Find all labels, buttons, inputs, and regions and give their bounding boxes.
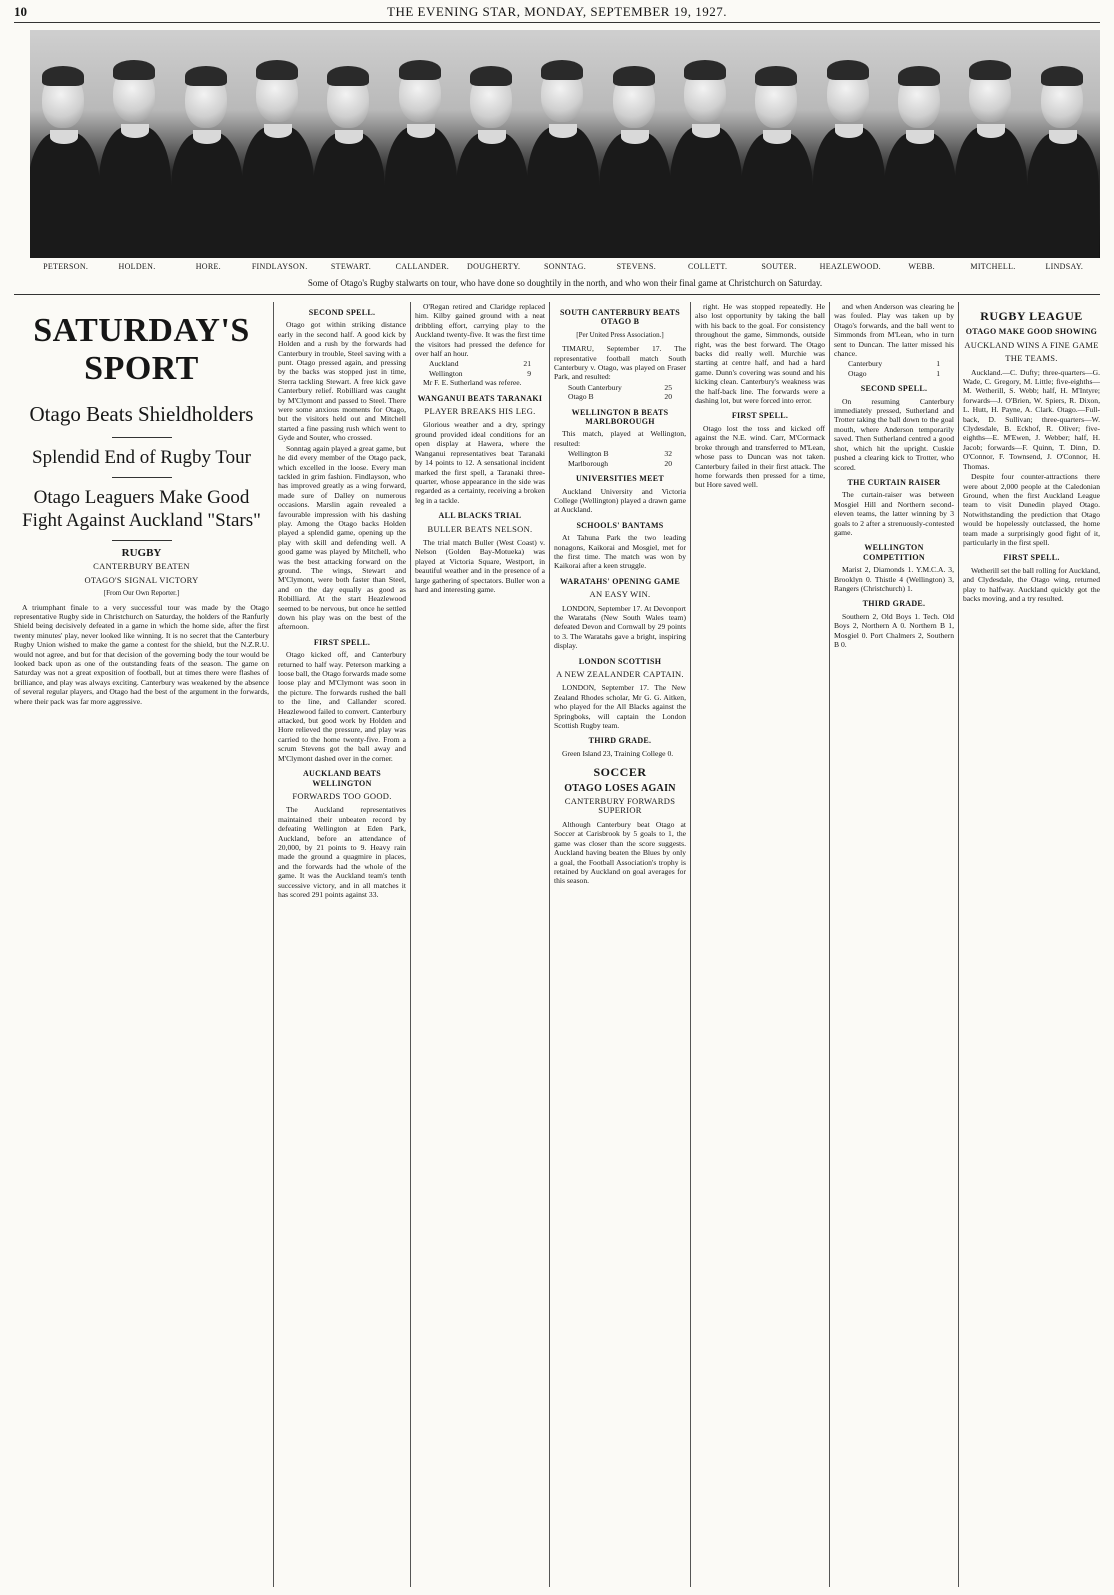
score-line — [834, 369, 954, 378]
col4-body3: The trial match Buller (West Coast) v. Nelson (Golden Bay-Motueka) was played at Victoria Square, Westport, in beautiful weather and in the presence of a large gathering of spectators. Buller won a hard and interesting game. — [415, 537, 545, 594]
column-rule — [273, 302, 274, 1587]
player-name: LINDSAY. — [1045, 262, 1084, 271]
photo-names — [30, 262, 1100, 274]
section-rule — [14, 294, 1100, 295]
column-8 — [963, 302, 1100, 1587]
column-6 — [695, 302, 825, 1587]
south-canterbury-heading: SOUTH CANTERBURY BEATS OTAGO B — [559, 308, 681, 327]
auckland-wins: AUCKLAND WINS A FINE GAME — [964, 339, 1099, 350]
col5-body6: LONDON, September 17. The New Zealand Rhodes scholar, Mr G. G. Aitken, who played for the All Blacks against the Springboks, will captain the London Scottish Rugby team. — [554, 683, 686, 731]
player-name: SOUTER. — [761, 262, 797, 271]
col5-body1: TIMARU, September 17. The representative football match South Canterbury v. Otago, was played on Fraser Park, and resulted: — [554, 344, 686, 382]
col3-body: Otago got within striking distance early in the second half. A good kick by Holden and a rush by the forwards had Canterbury in trouble, Steel saving with a punt. Otago pressed again, and pressing by the backs was stopped just in time, Sterra tackling Stewart. A free kick gave Canterbury relief. Robilliard was caught by M'Clymont and passed to Steel. There were some anxious moments for Otago, but the visitors held out and Mitchell started a fine passing rush which went to Gyde and Souter, who crossed. — [278, 320, 406, 443]
player-figure — [385, 30, 457, 258]
main-headline: SATURDAY'S SPORT — [33, 312, 250, 387]
wellington-competition-heading: WELLINGTON COMPETITION — [863, 543, 925, 562]
score-line — [554, 459, 686, 468]
score-line — [554, 383, 686, 392]
player-name: STEWART. — [330, 262, 372, 271]
player-figure — [670, 30, 742, 258]
first-spell-heading: FIRST SPELL. — [313, 637, 371, 647]
masthead-title: THE EVENING STAR, MONDAY, SEPTEMBER 19, 1927. — [387, 4, 727, 19]
signal-victory: OTAGO'S SIGNAL VICTORY — [84, 574, 199, 585]
score-team: Auckland — [429, 359, 459, 369]
third-grade-heading: THIRD GRADE. — [588, 736, 652, 746]
score-team: Wellington — [429, 368, 463, 378]
forwards-too-good: FORWARDS TOO GOOD. — [292, 790, 392, 801]
soccer-heading: SOCCER — [593, 765, 647, 780]
score-team: South Canterbury — [568, 382, 622, 392]
player-figure — [741, 36, 813, 258]
col5-body3: Auckland University and Victoria College (Wellington) played a drawn game at Auckland. — [554, 486, 686, 515]
player-name: FINDLAYSON. — [251, 262, 308, 271]
schools-bantams-heading: SCHOOLS' BANTAMS — [576, 520, 664, 530]
column-rule — [829, 302, 830, 1587]
byline: [From Our Own Reporter.] — [103, 589, 180, 598]
score-line — [415, 369, 545, 378]
otago-loses-again: OTAGO LOSES AGAIN — [564, 782, 676, 794]
score-line — [554, 392, 686, 401]
column-rule — [690, 302, 691, 1587]
player-name: MITCHELL. — [970, 262, 1016, 271]
col6-body2: Otago lost the toss and kicked off against the N.E. wind. Carr, M'Cormack broke through and transferred to M'Lean, whose pass to Duncan was not taken. Canterbury failed in their first attack. The home forwards then pressed for a time, but Hore saved well. — [695, 423, 825, 490]
col7-body4: Marist 2, Diamonds 1. Y.M.C.A. 3, Brooklyn 0. Thistle 4 (Wellington) 3, Rangers (Christchurch) 1. — [834, 565, 954, 593]
col5-body4: At Tahuna Park the two leading nonagons, Kaikorai and Mosgiel, met for the first time. The match was won by Kaikorai after a keen struggle. — [554, 533, 686, 571]
divider — [112, 437, 172, 438]
column-5 — [554, 302, 686, 1587]
score-value: 9 — [527, 368, 531, 378]
col4-body2: Glorious weather and a dry, springy ground provided ideal conditions for an open display at Hawera, where the Wanganui representatives beat Taranaki by 14 points to 12. A sensational incident marked the first spell, a Taranaki three-quarter, whose appearance in the side was regarded as a certainty, receiving a broken leg in a tackle. — [415, 420, 545, 505]
player-name: STEVENS. — [616, 262, 657, 271]
curtain-raiser-heading: THE CURTAIN RAISER — [847, 477, 941, 487]
player-figure — [30, 36, 100, 258]
col7-body5: Southern 2, Old Boys 1. Tech. Old Boys 2, Northern A 0. Northern B 1, Mosgiel 0. Port Chalmers 2, Southern B 0. — [834, 611, 954, 649]
divider — [112, 540, 172, 541]
col7-body: and when Anderson was clearing he was fouled. Play was taken up by Otago's forwards, and the ball went to Simmonds from M'Lean, who in turn sent to Duncan. The latter missed his chance. — [834, 302, 954, 359]
player-figure — [242, 30, 314, 258]
lead-column — [14, 302, 269, 1587]
column-rule — [549, 302, 550, 1587]
second-spell-heading: SECOND SPELL. — [860, 384, 928, 394]
score-value: 1 — [936, 368, 940, 378]
player-figure — [456, 36, 528, 258]
player-figure — [171, 36, 243, 258]
player-figure — [599, 36, 671, 258]
divider — [112, 477, 172, 478]
player-figure — [955, 30, 1027, 258]
col4-body: O'Regan retired and Claridge replaced him. Kilby gained ground with a neat dribbling effort, carrying play to the Auckland twenty-five. It was the first time the visitors had pressed the defence for over half an hour. — [415, 302, 545, 359]
score-value: 21 — [523, 359, 531, 369]
player-figure — [99, 30, 171, 258]
player-name: DOUGHERTY. — [467, 262, 521, 271]
player-figure — [527, 30, 599, 258]
auckland-beats-wellington: AUCKLAND BEATS WELLINGTON — [302, 769, 382, 788]
score-line — [554, 449, 686, 458]
col6-body: right. He was stopped repeatedly. He also lost opportunity by taking the ball with his back to the goal. For consistency throughout the game, Simmonds, outside right, was the best forward. The Otago backs did really well. Murchie was starting at centre half, and had a hard game. Dunn's covering was sound and his kicking clean. Canterbury's weakness was the half-back line. The forwards were a dashing lot, but were forced into error. — [695, 302, 825, 406]
rugby-heading: RUGBY — [121, 547, 162, 559]
col8-body1: Auckland.—C. Dufty; three-quarters—G. Wade, C. Gregory, M. Little; five-eighths—M. Wetherill, S. Webb; half, H. M'Intyre; forwards—J. O'Brien, W. Spiers, R. Dixon, L. Hutt, H. Payne, A. Clark. Otago.—Full-back, D. Sullivan; three-quarters—W. Clydesdale, B. Eckhof, R. Oliver; five-eighths—E. M'Ewen, J. Webber; half, H. Jacob; forwards—F. Quinn, T. Dinn, D. O'Connor, F. Townsend, J. O'Connor, H. Thomas. — [963, 367, 1100, 471]
nz-captain: A NEW ZEALANDER CAPTAIN. — [556, 669, 684, 679]
col8-body3: Wetherill set the ball rolling for Auckland, and Clydesdale, the Otago wing, returned play to halfway. Auckland quickly got the backs moving, and a try resulted. — [963, 565, 1100, 603]
the-teams: THE TEAMS. — [1005, 353, 1058, 364]
photo-caption: Some of Otago's Rugby stalwarts on tour, who have done so doughtily in the north, and who won their final game at Christchurch on Saturday. — [307, 278, 823, 288]
third-grade-heading: THIRD GRADE. — [862, 599, 926, 609]
score-value: 20 — [664, 392, 672, 402]
otago-good-showing: OTAGO MAKE GOOD SHOWING — [965, 327, 1098, 337]
score-team: Otago — [848, 368, 867, 378]
column-rule — [410, 302, 411, 1587]
col2-body: Sonntag again played a great game, but he did every member of the Otago pack, which excelled in the loose. Every man tackled in grim fashion. Findlayson, who has improved greatly as a wing forward, made sure of Dalley on numerous occasions. Marslin again revealed a favourable impression with his dashing play. Among the Otago backs Holden played a splendid game, opening up the play with skill and defending well. A good game was played by Mitchell, who was the best attacking forward on the ground. The wings, Stewart and M'Clymont, were both faster than Steel, and on the day equally as good as Robilliard. At the start Heazlewood seemed to be nervous, but once he settled down his play was on the best of the afternoon. — [278, 443, 406, 632]
score-value: 32 — [664, 449, 672, 459]
player-figure — [813, 30, 885, 258]
masthead — [14, 4, 1100, 23]
col8-body2: Despite four counter-attractions there were about 2,000 people at the Caledonian Ground, when the first Auckland League team to visit Dunedin played Otago. Notwithstanding the prediction that Otago would be hopelessly outclassed, the home team made a surprisingly good fight of it, particularly in the first spell. — [963, 472, 1100, 547]
score-line — [415, 359, 545, 368]
london-scottish-heading: LONDON SCOTTISH — [578, 656, 662, 666]
all-blacks-trial: ALL BLACKS TRIAL — [438, 511, 522, 521]
score-team: Wellington B — [568, 449, 609, 459]
waratahs-heading: WARATAHS' OPENING GAME — [559, 576, 681, 586]
deck-otago-beats: Otago Beats Shieldholders — [29, 402, 254, 426]
rugby-league-heading: RUGBY LEAGUE — [980, 309, 1083, 323]
player-name: CALLANDER. — [395, 262, 450, 271]
score-team: Canterbury — [848, 359, 883, 369]
column-7 — [834, 302, 954, 1587]
score-value: 25 — [664, 382, 672, 392]
player-name: SONNTAG. — [544, 262, 586, 271]
canterbury-forwards: CANTERBURY FORWARDS SUPERIOR — [564, 796, 676, 816]
deck-leaguers: Otago Leaguers Make Good Fight Against Auckland "Stars" — [22, 487, 261, 531]
player-name: WEBB. — [908, 262, 935, 271]
referee-note: Mr F. E. Sutherland was referee. — [423, 378, 522, 388]
score-value: 1 — [936, 359, 940, 369]
column-rule — [958, 302, 959, 1587]
col7-body3: The curtain-raiser was between Mosgiel Hill and Northern second-eleven teams, the latter winning by 3 goals to 2 after a strenuously-contested game. — [834, 490, 954, 537]
page-number: 10 — [14, 4, 27, 19]
col5-body2: This match, played at Wellington, resulted: — [554, 429, 686, 448]
player-name: HORE. — [195, 262, 221, 271]
canterbury-beaten: CANTERBURY BEATEN — [93, 561, 190, 572]
player-figure — [884, 36, 956, 258]
team-photo — [30, 30, 1100, 258]
col3-body2: The Auckland representatives maintained their unbeaten record by defeating Wellington at Eden Park, Auckland, before an attendance of 20,000, by 21 points to 9. Heavy rain made the ground a quagmire in places, and the forwards had the whole of the game. It was the Auckland team's tenth successive victory, and in all matches it has scored 291 points against 33. — [278, 805, 406, 899]
player-name: HEAZLEWOOD. — [819, 262, 881, 271]
buller-beats-nelson: BULLER BEATS NELSON. — [427, 523, 533, 534]
player-name: PETERSON. — [43, 262, 89, 271]
easy-win: AN EASY WIN. — [589, 589, 651, 600]
player-figure — [1027, 36, 1099, 258]
player-breaks-leg: PLAYER BREAKS HIS LEG. — [424, 406, 536, 417]
score-team: Marlborough — [568, 458, 609, 468]
col5-body7: Green Island 23, Training College 0. — [562, 748, 674, 758]
col2-body2: Otago kicked off, and Canterbury returned to half way. Peterson marking a loose ball, the Otago forwards made some loose play and M'Clymont was soon in the picture. The forwards rushed the ball to the line, and Callander scored. Heazlewood failed to convert. Canterbury attacked, but good work by Holden and Hore relieved the pressure, and play was carried to the home twenty-five. From a scrum Stevens got the ball away and M'Clymont dashed over in the corner. — [278, 650, 406, 763]
first-spell-heading: FIRST SPELL. — [731, 411, 789, 421]
score-team: Otago B — [568, 392, 594, 402]
wanganui-heading: WANGANUI BEATS TARANAKI — [417, 393, 543, 403]
score-value: 20 — [664, 458, 672, 468]
first-spell-heading: FIRST SPELL. — [1003, 553, 1060, 563]
press-byline: [Per United Press Association.] — [576, 330, 664, 339]
col7-body2: On resuming Canterbury immediately pressed, Sutherland and Trotter taking the ball down to the goal mouth, where Anderson temporarily saved. Then Sutherland centred a good shot, which hit the upright. Cuskie pushed a clearing kick to Trotter, who scored. — [834, 396, 954, 472]
player-name: HOLDEN. — [118, 262, 156, 271]
col5-body8: Although Canterbury beat Otago at Soccer at Carisbrook by 5 goals to 1, the game was closer than the score suggests. Auckland having beaten the Blues by only a goal, the Football Association's trophy is retained by Auckland on goal averages for this season. — [554, 819, 686, 886]
player-figure — [313, 36, 385, 258]
col5-body5: LONDON, September 17. At Devonport the Waratahs (New South Wales team) defeated Devon and Cornwall by 29 points to 3. The Waratahs gave a bright, inspiring display. — [554, 603, 686, 651]
deck-rugby-tour: Splendid End of Rugby Tour — [32, 447, 251, 468]
column-4 — [415, 302, 545, 1587]
universities-heading: UNIVERSITIES MEET — [575, 474, 664, 484]
player-name: COLLETT. — [687, 262, 728, 271]
score-line — [834, 359, 954, 368]
lead-body: A triumphant finale to a very successful tour was made by the Otago representative Rugby side in Christchurch on Saturday, the holders of the Ranfurly Shield being decisively defeated in a game in which the home side, after the first twenty minutes' play, never looked like winning. It is no secret that the Canterbury Rugby Union wished to make the game a contest for the shield, but the N.Z.R.U. would not agree, and but for that decision of the governing body the tour would be looked back upon as one of the outstanding feats of the season. The game on Saturday was not a great exposition of football, but at times there were flashes of brilliance, and play was always exciting. Canterbury was weakened by the absence of several regular players, and Otago had the best of the argument in the forwards, where their pack was far more aggressive. — [14, 602, 269, 706]
wellington-b-heading: WELLINGTON B BEATS MARLBOROUGH — [571, 407, 669, 427]
column-3 — [278, 302, 406, 1587]
second-spell-heading: SECOND SPELL. — [308, 308, 376, 317]
